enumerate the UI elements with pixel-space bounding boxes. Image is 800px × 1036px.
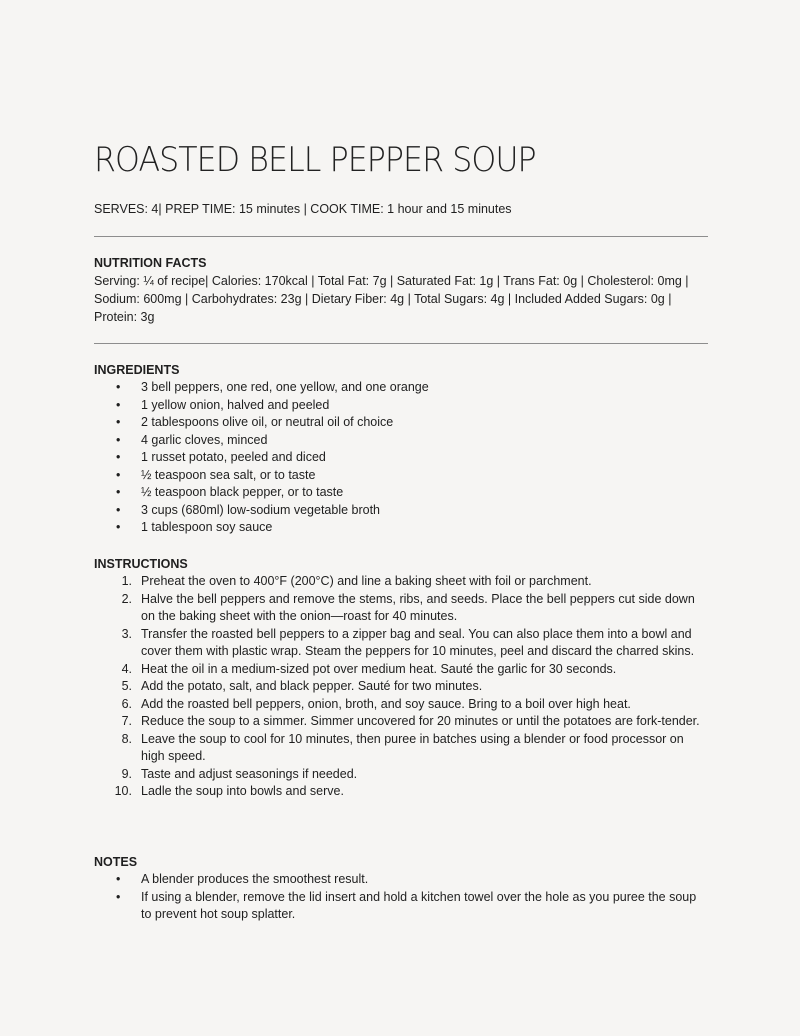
- step-number: 6.: [121, 696, 132, 711]
- list-item: [94, 502, 708, 520]
- list-item: [94, 449, 708, 467]
- recipe-meta: SERVES: 4| PREP TIME: 15 minutes | COOK TIME: 1 hour and 15 minutes: [94, 202, 512, 216]
- ingredients-heading: INGREDIENTS: [94, 363, 180, 377]
- list-item: [94, 432, 708, 450]
- step-number: 1.: [121, 574, 132, 588]
- nutrition-section: [94, 254, 708, 326]
- step-text: Preheat the oven to 400°F (200°C) and line a baking sheet with foil or parchment.: [141, 574, 592, 588]
- bullet-icon: •: [116, 520, 121, 534]
- list-item-text: 2 tablespoons olive oil, or neutral oil of choice: [141, 415, 394, 429]
- ingredients-list: [94, 379, 708, 537]
- instruction-step: [94, 678, 708, 696]
- list-item: [94, 467, 708, 485]
- instruction-step: [94, 661, 708, 679]
- list-item: [94, 519, 708, 537]
- list-item-text: ½ teaspoon black pepper, or to taste: [141, 485, 344, 499]
- list-item-text: ½ teaspoon sea salt, or to taste: [141, 467, 316, 482]
- instructions-section: [94, 555, 708, 801]
- list-item-text: 3 cups (680ml) low-sodium vegetable broth: [141, 502, 381, 517]
- step-number: 4.: [121, 661, 132, 676]
- notes-list: [94, 871, 708, 924]
- nutrition-text: Serving: ¼ of recipe| Calories: 170kcal | Total Fat: 7g | Saturated Fat: 1g | Trans Fat: 0g | Cholesterol: 0mg | Sodium: 600mg | Carbohydrates: 23g | Dietary Fiber: 4g | Total Sugars: 4g | Included Added Sugars: 0g | Protein: 3g: [94, 274, 689, 324]
- instruction-step: [94, 573, 708, 591]
- step-text: Ladle the soup into bowls and serve.: [141, 784, 344, 798]
- step-text: Leave the soup to cool for 10 minutes, then puree in batches using a blender or food processor on high speed.: [141, 731, 684, 763]
- bullet-icon: •: [116, 485, 121, 499]
- step-text: Heat the oil in a medium-sized pot over medium heat. Sauté the garlic for 30 seconds.: [141, 661, 617, 676]
- notes-heading: NOTES: [94, 855, 138, 869]
- step-number: 8.: [121, 731, 132, 746]
- bullet-icon: •: [116, 450, 121, 464]
- bullet-icon: •: [116, 502, 121, 517]
- instruction-step: [94, 696, 708, 714]
- list-item: [94, 414, 708, 432]
- list-item-text: If using a blender, remove the lid insert and hold a kitchen towel over the hole as you puree the soup to prevent hot soup splatter.: [141, 889, 697, 921]
- step-number: 5.: [121, 679, 132, 693]
- list-item: [94, 484, 708, 502]
- list-item: [94, 397, 708, 415]
- instruction-step: [94, 783, 708, 801]
- list-item-text: A blender produces the smoothest result.: [141, 872, 369, 886]
- instruction-step: [94, 766, 708, 784]
- bullet-icon: •: [116, 872, 121, 886]
- step-number: 3.: [121, 626, 132, 641]
- bullet-icon: •: [116, 415, 121, 429]
- instruction-step: [94, 591, 708, 626]
- list-item: [94, 889, 708, 924]
- step-text: Reduce the soup to a simmer. Simmer uncovered for 20 minutes or until the potatoes are fork-tender.: [141, 714, 700, 728]
- bullet-icon: •: [116, 397, 121, 412]
- page-title: ROASTED BELL PEPPER SOUP: [94, 140, 536, 180]
- list-item-text: 1 russet potato, peeled and diced: [141, 450, 326, 464]
- step-text: Add the roasted bell peppers, onion, broth, and soy sauce. Bring to a boil over high heat.: [141, 696, 631, 711]
- list-item-text: 1 tablespoon soy sauce: [141, 520, 273, 534]
- step-text: Halve the bell peppers and remove the stems, ribs, and seeds. Place the bell peppers cut side down on the baking sheet with the onion—roast for 40 minutes.: [141, 591, 695, 623]
- instructions-list: [94, 573, 708, 801]
- bullet-icon: •: [116, 432, 121, 447]
- step-number: 9.: [121, 766, 132, 781]
- bullet-icon: •: [116, 380, 121, 394]
- nutrition-heading: NUTRITION FACTS: [94, 256, 207, 270]
- instruction-step: [94, 731, 708, 766]
- list-item: [94, 379, 708, 397]
- instruction-step: [94, 713, 708, 731]
- step-text: Transfer the roasted bell peppers to a zipper bag and seal. You can also place them into a bowl and cover them with plastic wrap. Steam the peppers for 10 minutes, peel and discard the charred skins.: [141, 626, 695, 658]
- step-text: Add the potato, salt, and black pepper. Sauté for two minutes.: [141, 679, 483, 693]
- ingredients-section: [94, 361, 708, 537]
- bullet-icon: •: [116, 467, 121, 482]
- bullet-icon: •: [116, 889, 121, 904]
- step-number: 2.: [121, 591, 132, 606]
- list-item-text: 1 yellow onion, halved and peeled: [141, 397, 330, 412]
- list-item-text: 3 bell peppers, one red, one yellow, and one orange: [141, 380, 429, 394]
- step-number: 10.: [114, 784, 132, 798]
- list-item: [94, 871, 708, 889]
- step-text: Taste and adjust seasonings if needed.: [141, 766, 358, 781]
- step-number: 7.: [121, 714, 132, 728]
- list-item-text: 4 garlic cloves, minced: [141, 432, 268, 447]
- divider: [94, 236, 708, 237]
- divider: [94, 343, 708, 344]
- notes-section: [94, 853, 708, 924]
- instructions-heading: INSTRUCTIONS: [94, 557, 188, 571]
- instruction-step: [94, 626, 708, 661]
